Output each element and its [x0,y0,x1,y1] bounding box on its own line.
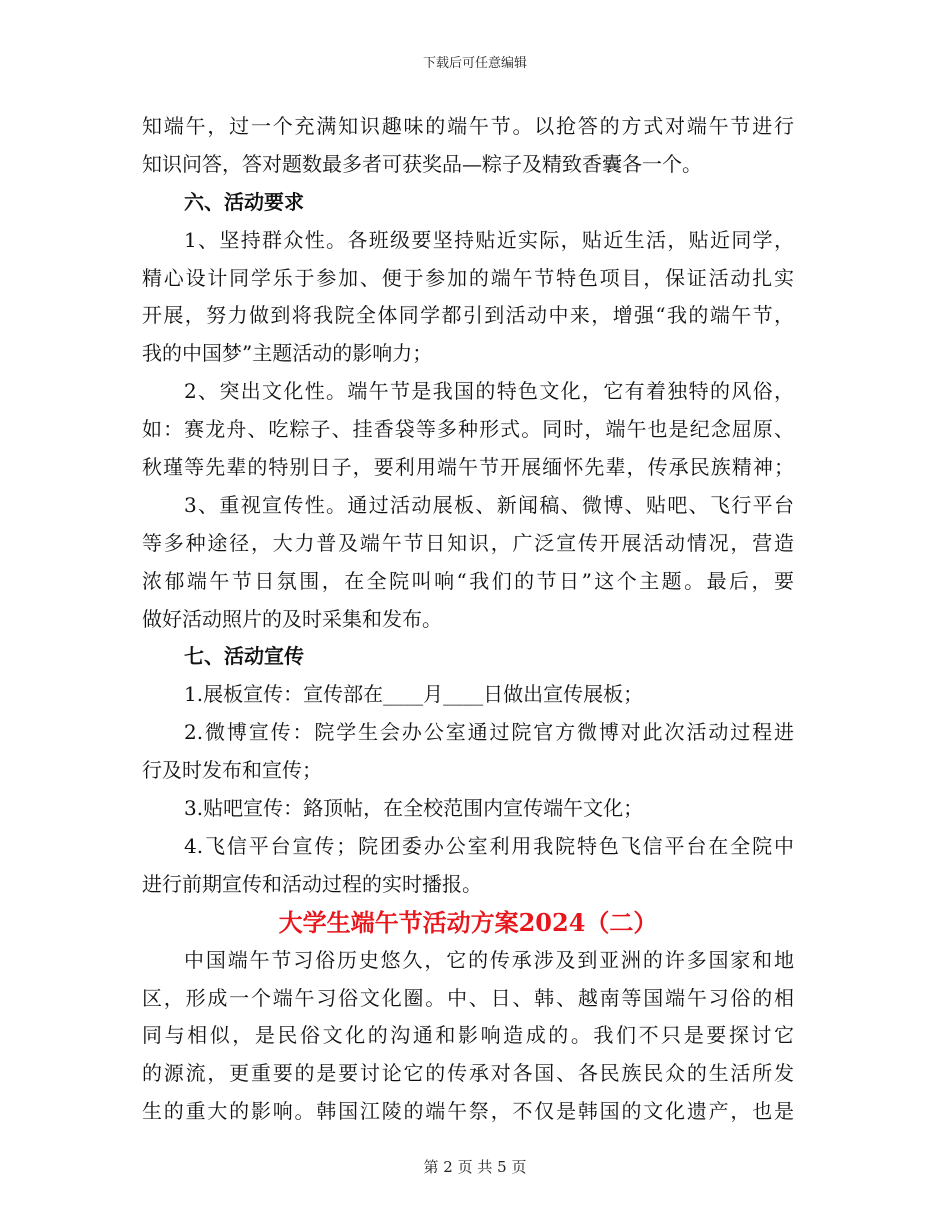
text-line: 2、突出文化性。端午节是我国的特色文化，它有着独特的风俗， [184,379,794,404]
text-line: 我的中国梦”主题活动的影响力； [142,341,433,366]
text-line: 生的重大的影响。韩国江陵的端午祭，不仅是韩国的文化遗产，也是 [142,1099,794,1124]
text-line: 如：赛龙舟、吃粽子、挂香袋等多种形式。同时，端午也是纪念屈原、 [142,417,794,442]
text-line: 知端午，过一个充满知识趣味的端午节。以抢答的方式对端午节进行 [142,114,794,138]
text-line: 同与相似，是民俗文化的沟通和影响造成的。我们不只是要探讨它 [142,1023,794,1048]
text-line: 区，形成一个端午习俗文化圈。中、日、韩、越南等国端午习俗的相 [142,985,794,1010]
section-heading: 六、活动要求 [184,189,304,214]
text-line: 秋瑾等先辈的特别日子，要利用端午节开展缅怀先辈，传承民族精神； [142,455,794,480]
text-line: 1.展板宣传：宣传部在____月____日做出宣传展板； [184,682,644,707]
text-line: 1、坚持群众性。各班级要坚持贴近实际，贴近生活，贴近同学， [184,227,794,252]
text-line: 4.飞信平台宣传；院团委办公室利用我院特色飞信平台在全院中 [184,833,794,858]
text-line: 开展，努力做到将我院全体同学都引到活动中来，增强“我的端午节， [142,303,794,328]
text-line: 浓郁端午节日氛围，在全院叫响“我们的节日”这个主题。最后，要 [142,568,794,593]
text-line: 精心设计同学乐于参加、便于参加的端午节特色项目，保证活动扎实 [142,265,794,290]
text-line: 3、重视宣传性。通过活动展板、新闻稿、微博、贴吧、飞行平台 [184,492,794,517]
text-line: 3.贴吧宣传：鉻顶帖，在全校范围内宣传端午文化； [184,796,644,821]
text-line: 知识问答，答对题数最多者可获奖品—粽子及精致香囊各一个。 [142,151,702,176]
text-line: 中国端午节习俗历史悠久，它的传承涉及到亚洲的许多国家和地 [184,947,794,972]
text-line: 行及时发布和宣传； [142,758,322,783]
text-line: 2.微博宣传：院学生会办公室通过院官方微博对此次活动过程进 [184,720,794,745]
page-footer: 第 2 页 共 5 页 [423,1158,527,1176]
text-line: 等多种途径，大力普及端午节日知识，广泛宣传开展活动情况，营造 [142,530,794,555]
text-line: 的源流，更重要的是要讨论它的传承对各国、各民族民众的生活所发 [142,1061,794,1086]
text-line: 做好活动照片的及时采集和发布。 [142,606,442,631]
text-line: 进行前期宣传和活动过程的实时播报。 [142,871,482,896]
document-body [142,108,794,1131]
section-heading: 七、活动宣传 [184,644,304,669]
page-header: 下载后可任意编辑 [422,56,527,71]
section-title: 大学生端午节活动方案2024（二） [278,907,658,937]
